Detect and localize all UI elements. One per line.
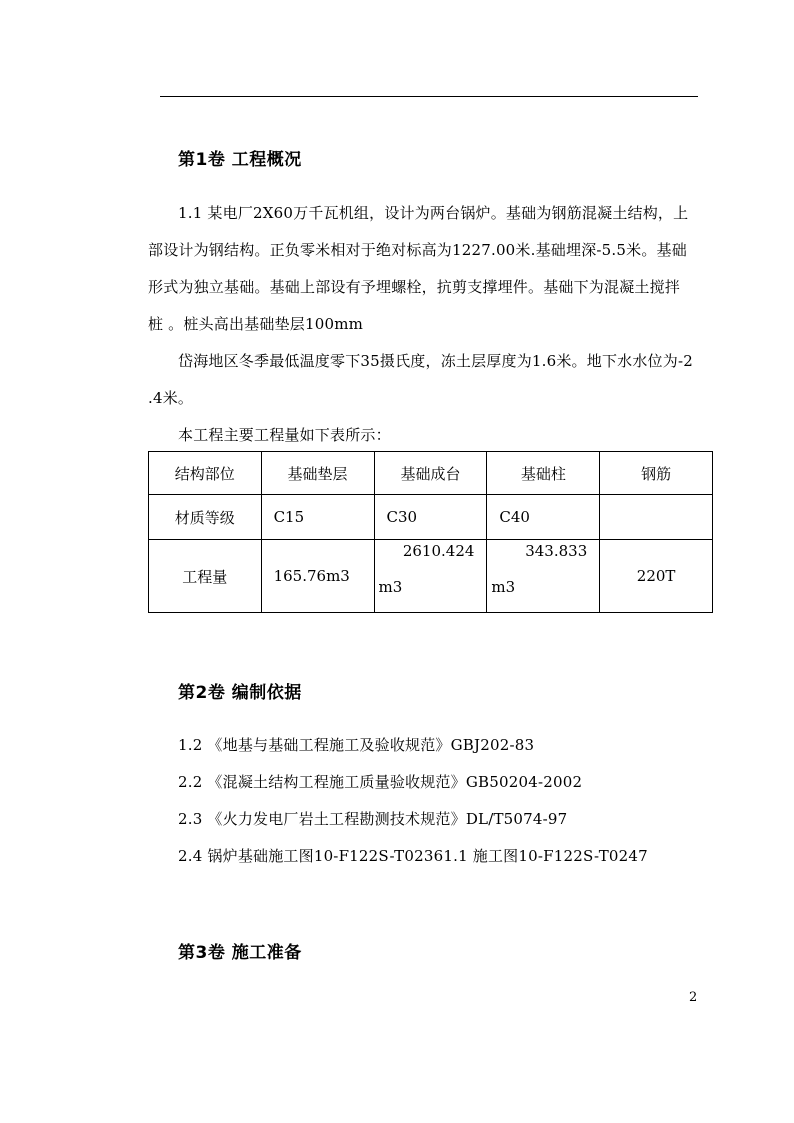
paragraph-line: .4米。 bbox=[148, 389, 194, 407]
table-cell-unit: m3 bbox=[378, 578, 403, 596]
table-row bbox=[149, 452, 713, 495]
table-row bbox=[149, 495, 713, 540]
reference-item: 2.2 《混凝土结构工程施工质量验收规范》GB50204-2002 bbox=[178, 773, 583, 791]
section3-heading: 第3卷 施工准备 bbox=[178, 943, 302, 963]
table-row-label: 工程量 bbox=[149, 540, 262, 613]
table-cell-unit: m3 bbox=[491, 578, 516, 596]
reference-item: 2.4 锅炉基础施工图10-F122S-T02361.1 施工图10-F122S-T0247 bbox=[178, 847, 648, 865]
table-cell: 165.76m3 bbox=[261, 540, 374, 613]
table-cell bbox=[600, 495, 713, 540]
table-cell: C30 bbox=[374, 495, 487, 540]
section2-heading: 第2卷 编制依据 bbox=[178, 683, 302, 703]
table-cell: 220T bbox=[600, 540, 713, 613]
table-header-cell: 钢筋 bbox=[600, 452, 713, 495]
table-header-cell: 基础柱 bbox=[487, 452, 600, 495]
section1-heading: 第1卷 工程概况 bbox=[178, 150, 302, 170]
table-cell-value: 343.833 bbox=[525, 542, 588, 560]
paragraph-line: 部设计为钢结构。正负零米相对于绝对标高为1227.00米.基础埋深-5.5米。基础 bbox=[148, 241, 687, 259]
paragraph-line: 桩 。桩头高出基础垫层100mm bbox=[148, 315, 364, 333]
paragraph-line: 1.1 某电厂2X60万千瓦机组，设计为两台锅炉。基础为钢筋混凝土结构，上 bbox=[178, 204, 689, 222]
table-intro: 本工程主要工程量如下表所示： bbox=[178, 426, 391, 444]
table-cell: C15 bbox=[261, 495, 374, 540]
header-rule bbox=[160, 96, 698, 97]
table-header-cell: 结构部位 bbox=[149, 452, 262, 495]
paragraph-line: 岱海地区冬季最低温度零下35摄氏度，冻土层厚度为1.6米。地下水水位为-2 bbox=[178, 352, 693, 370]
table-cell: C40 bbox=[487, 495, 600, 540]
table-header-cell: 基础成台 bbox=[374, 452, 487, 495]
reference-item: 1.2 《地基与基础工程施工及验收规范》GBJ202-83 bbox=[178, 736, 535, 754]
paragraph-line: 形式为独立基础。基础上部设有予埋螺栓，抗剪支撑埋件。基础下为混凝土搅拌 bbox=[148, 278, 681, 296]
table-cell bbox=[487, 540, 600, 613]
quantity-table bbox=[148, 451, 713, 613]
table-cell bbox=[374, 540, 487, 613]
reference-item: 2.3 《火力发电厂岩土工程勘测技术规范》DL/T5074-97 bbox=[178, 810, 568, 828]
table-cell-value: 2610.424 bbox=[402, 542, 475, 560]
table-row-label: 材质等级 bbox=[149, 495, 262, 540]
table-header-cell: 基础垫层 bbox=[261, 452, 374, 495]
page-number: 2 bbox=[689, 990, 698, 1005]
table-row bbox=[149, 540, 713, 613]
